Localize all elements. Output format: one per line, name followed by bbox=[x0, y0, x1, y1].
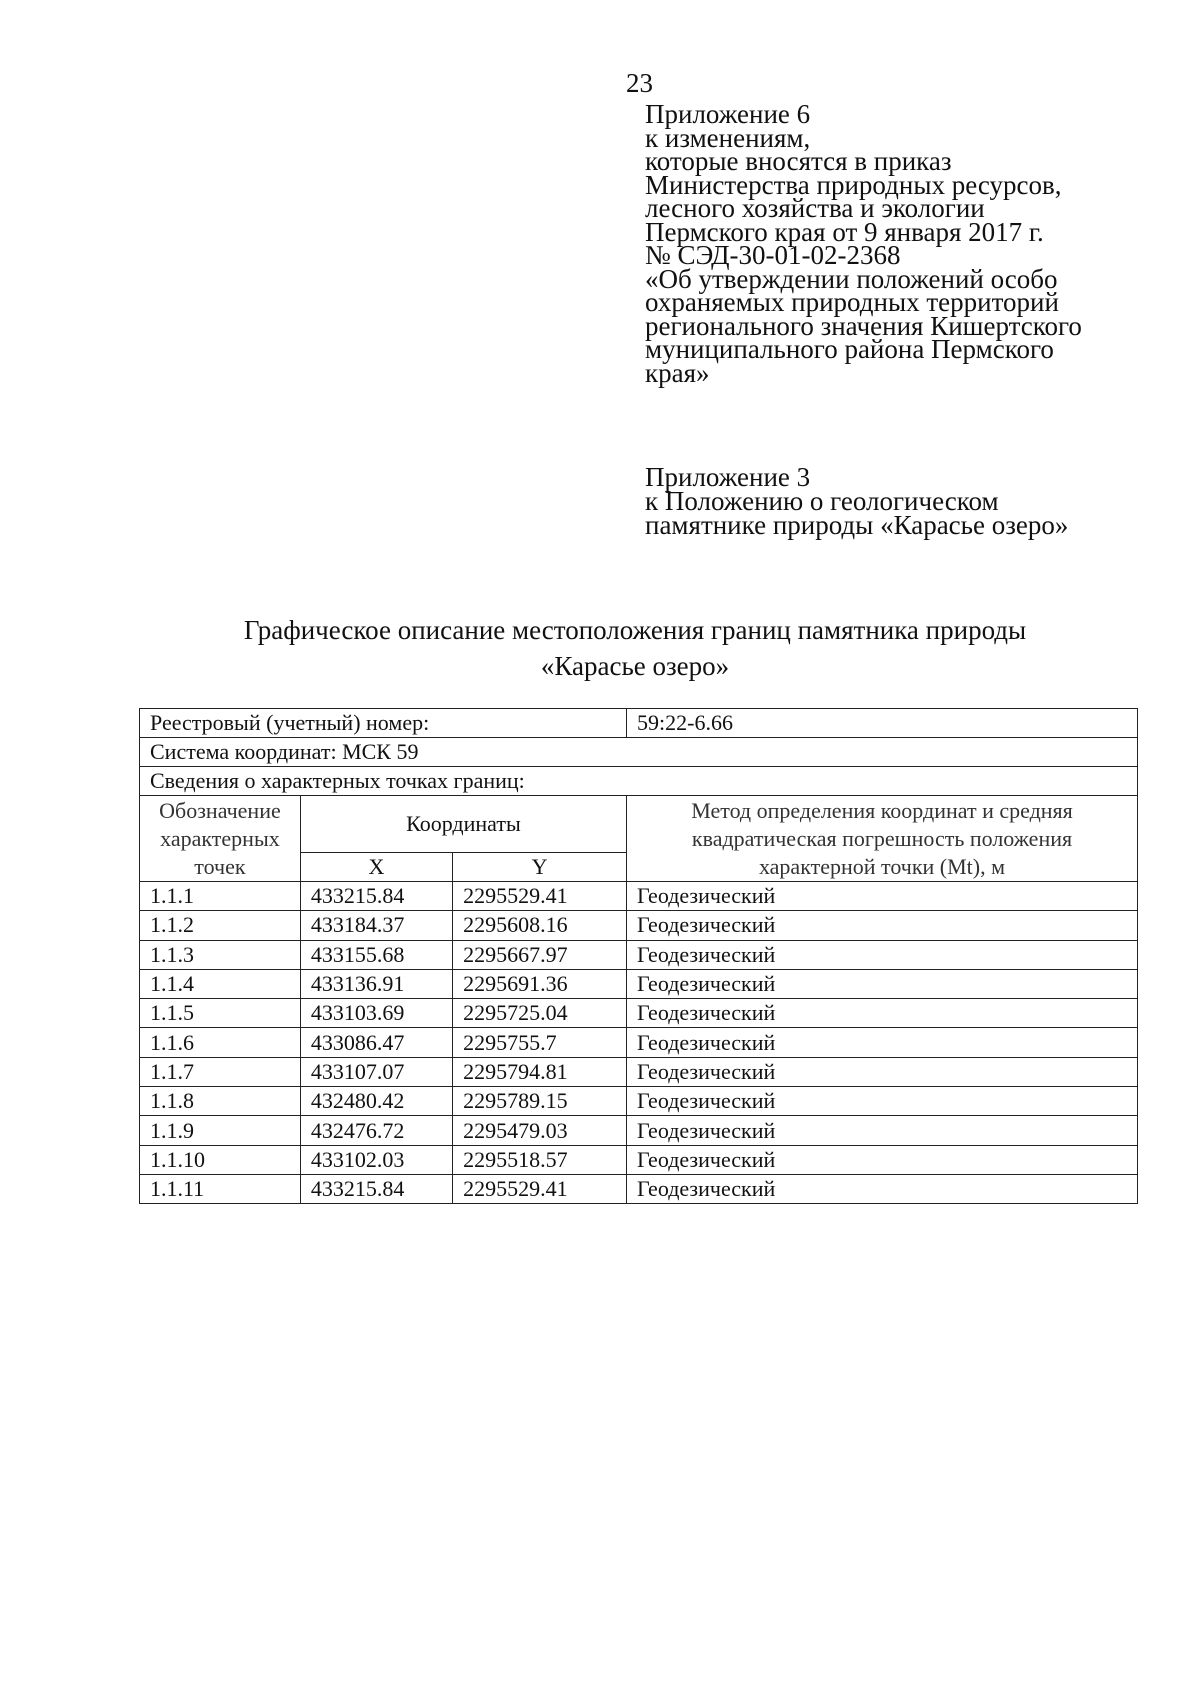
x-cell: 432476.72 bbox=[300, 1116, 452, 1145]
method-cell: Геодезический bbox=[627, 882, 1138, 911]
coord-system-row bbox=[140, 738, 1138, 767]
y-cell: 2295529.41 bbox=[453, 882, 627, 911]
x-cell: 433215.84 bbox=[300, 882, 452, 911]
header-point: Обозначение характерных точек bbox=[140, 796, 301, 882]
annex-line: «Об утверждении положений особо bbox=[645, 263, 1058, 294]
point-cell: 1.1.4 bbox=[140, 969, 301, 998]
annex-line: регионального значения Кишертского bbox=[645, 310, 1082, 341]
x-cell: 433155.68 bbox=[300, 940, 452, 969]
y-cell: 2295667.97 bbox=[453, 940, 627, 969]
point-cell: 1.1.9 bbox=[140, 1116, 301, 1145]
table-row bbox=[140, 999, 1138, 1028]
x-cell: 433215.84 bbox=[300, 1174, 452, 1203]
registry-row bbox=[140, 709, 1138, 738]
point-cell: 1.1.5 bbox=[140, 999, 301, 1028]
x-cell: 433136.91 bbox=[300, 969, 452, 998]
point-cell: 1.1.11 bbox=[140, 1174, 301, 1203]
header-method: Метод определения координат и средняя квадратическая погрешность положения характерной точки (Mt), м bbox=[627, 796, 1138, 882]
annex-line: Приложение 3 bbox=[645, 462, 811, 492]
method-cell: Геодезический bbox=[627, 999, 1138, 1028]
method-cell: Геодезический bbox=[627, 1028, 1138, 1057]
annex-line: Приложение 6 bbox=[645, 99, 811, 129]
header-row bbox=[140, 796, 1138, 853]
method-cell: Геодезический bbox=[627, 1057, 1138, 1086]
annex-line: охраняемых природных территорий bbox=[645, 287, 1059, 317]
annex-line: к Положению о геологическом bbox=[645, 486, 999, 516]
method-cell: Геодезический bbox=[627, 1145, 1138, 1174]
x-cell: 433086.47 bbox=[300, 1028, 452, 1057]
table-row bbox=[140, 911, 1138, 940]
x-cell: 432480.42 bbox=[300, 1087, 452, 1116]
table-row bbox=[140, 969, 1138, 998]
y-cell: 2295755.7 bbox=[453, 1028, 627, 1057]
point-cell: 1.1.2 bbox=[140, 911, 301, 940]
annex-line: Министерства природных ресурсов, bbox=[645, 169, 1062, 200]
table-body bbox=[140, 882, 1138, 1204]
annex-line: муниципального района Пермского bbox=[645, 334, 1054, 364]
point-cell: 1.1.1 bbox=[140, 882, 301, 911]
point-cell: 1.1.8 bbox=[140, 1087, 301, 1116]
registry-label: Реестровый (учетный) номер: bbox=[140, 709, 627, 738]
header-x: X bbox=[300, 853, 452, 882]
y-cell: 2295608.16 bbox=[453, 911, 627, 940]
title-line-1: Графическое описание местоположения границ памятника природы bbox=[243, 615, 1027, 645]
annex-line: к изменениям, bbox=[645, 122, 811, 153]
document-title bbox=[200, 612, 1070, 684]
header-coordinates: Координаты bbox=[300, 796, 626, 853]
points-info: Сведения о характерных точках границ: bbox=[140, 767, 1138, 796]
points-info-row bbox=[140, 767, 1138, 796]
annex-3-heading bbox=[645, 462, 1165, 540]
table-row bbox=[140, 1174, 1138, 1203]
table-row bbox=[140, 1087, 1138, 1116]
y-cell: 2295479.03 bbox=[453, 1116, 627, 1145]
y-cell: 2295789.15 bbox=[453, 1087, 627, 1116]
table-row bbox=[140, 1028, 1138, 1057]
x-cell: 433184.37 bbox=[300, 911, 452, 940]
table-row bbox=[140, 1116, 1138, 1145]
x-cell: 433107.07 bbox=[300, 1057, 452, 1086]
x-cell: 433103.69 bbox=[300, 999, 452, 1028]
method-cell: Геодезический bbox=[627, 1174, 1138, 1203]
page-number: 23 bbox=[626, 68, 653, 98]
method-cell: Геодезический bbox=[627, 911, 1138, 940]
table-row bbox=[140, 940, 1138, 969]
title-line-2: «Карасье озеро» bbox=[540, 651, 730, 681]
method-cell: Геодезический bbox=[627, 1116, 1138, 1145]
coordinates-table bbox=[139, 708, 1138, 1204]
header-y: Y bbox=[453, 853, 627, 882]
annex-line: лесного хозяйства и экологии bbox=[645, 193, 985, 223]
table-row bbox=[140, 882, 1138, 911]
x-cell: 433102.03 bbox=[300, 1145, 452, 1174]
method-cell: Геодезический bbox=[627, 1087, 1138, 1116]
point-cell: 1.1.10 bbox=[140, 1145, 301, 1174]
registry-value: 59:22-6.66 bbox=[627, 709, 1138, 738]
method-cell: Геодезический bbox=[627, 940, 1138, 969]
annex-line: которые вносятся в приказ bbox=[645, 146, 952, 176]
annex-6-heading bbox=[645, 99, 1165, 388]
table-row bbox=[140, 1057, 1138, 1086]
point-cell: 1.1.6 bbox=[140, 1028, 301, 1057]
point-cell: 1.1.3 bbox=[140, 940, 301, 969]
method-cell: Геодезический bbox=[627, 969, 1138, 998]
point-cell: 1.1.7 bbox=[140, 1057, 301, 1086]
coord-system: Система координат: МСК 59 bbox=[140, 738, 1138, 767]
annex-line: памятнике природы «Карасье озеро» bbox=[645, 510, 1069, 540]
annex-line: № СЭД-30-01-02-2368 bbox=[645, 240, 901, 270]
annex-line: Пермского края от 9 января 2017 г. bbox=[645, 216, 1044, 247]
y-cell: 2295794.81 bbox=[453, 1057, 627, 1086]
y-cell: 2295518.57 bbox=[453, 1145, 627, 1174]
y-cell: 2295691.36 bbox=[453, 969, 627, 998]
y-cell: 2295529.41 bbox=[453, 1174, 627, 1203]
table-row bbox=[140, 1145, 1138, 1174]
annex-line: края» bbox=[645, 357, 710, 388]
y-cell: 2295725.04 bbox=[453, 999, 627, 1028]
